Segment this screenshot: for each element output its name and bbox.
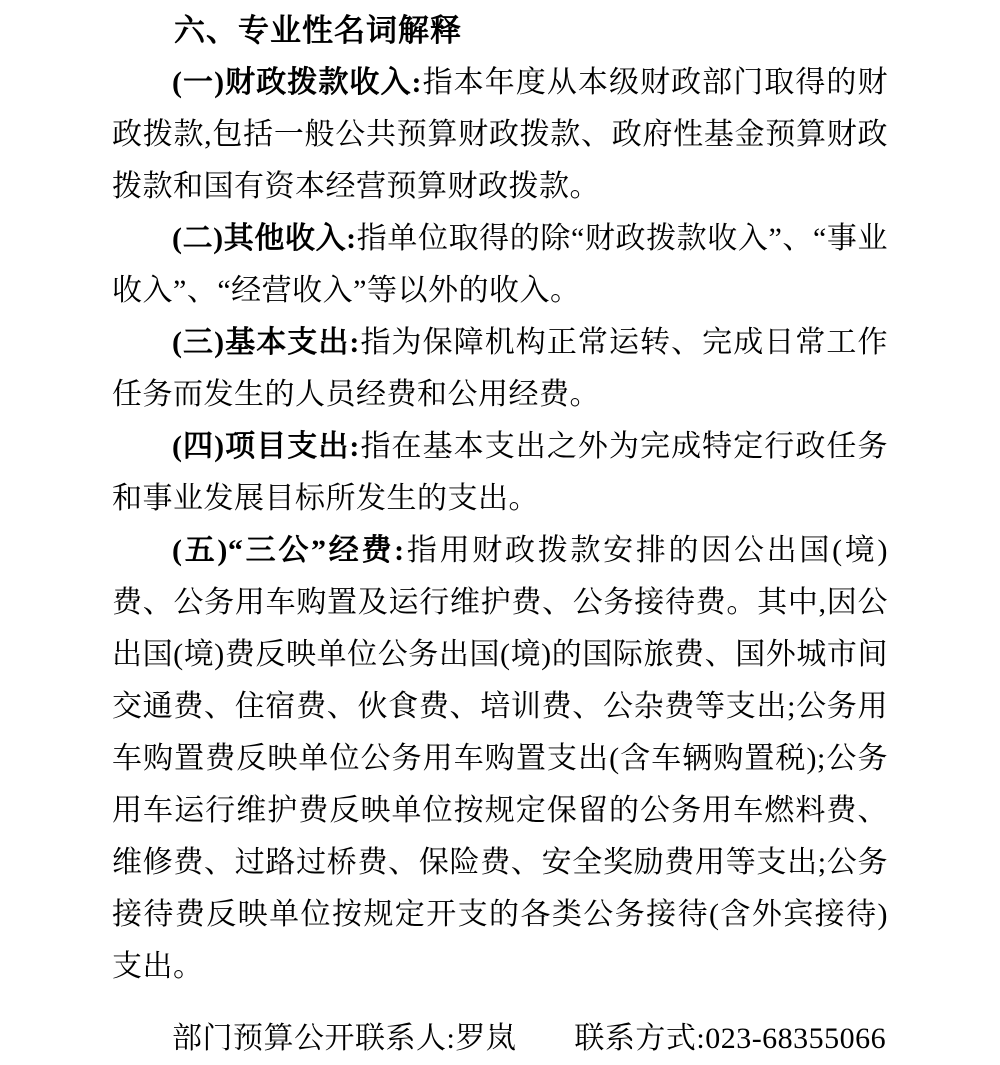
term-label-project-expenditure: (四)项目支出: xyxy=(172,430,360,463)
section-title: 六、专业性名词解释 xyxy=(174,13,462,48)
term-label-three-public-funds: (五)“三公”经费: xyxy=(172,534,405,567)
term-definition-three-public-funds: 指用财政拨款安排的因公出国(境)费、公务用车购置及运行维护费、公务接待费。其中,因公出国(境)费反映单位公务出国(境)的国际旅费、国外城市间交通费、住宿费、伙食费、培训费、公杂费等支出;公务用车购置费反映单位公务用车购置支出(含车辆购置税);公务用车运行维护费反映单位按规定保留的公务用车燃料费、维修费、过路过桥费、保险费、安全奖励费用等支出;公务接待费反映单位按规定开支的各类公务接待(含外宾接待)支出。 xyxy=(112,534,888,983)
definition-paragraph-other-income xyxy=(112,213,888,317)
term-definition-project-expenditure: 指在基本支出之外为完成特定行政任务和事业发展目标所发生的支出。 xyxy=(112,430,888,515)
term-label-basic-expenditure: (三)基本支出: xyxy=(172,326,360,359)
term-label-fiscal-appropriation-income: (一)财政拨款收入: xyxy=(172,66,423,99)
contact-phone-number: 023-68355066 xyxy=(705,1022,887,1055)
term-definition-basic-expenditure: 指为保障机构正常运转、完成日常工作任务而发生的人员经费和公用经费。 xyxy=(112,326,888,411)
contact-person-label: 部门预算公开联系人: xyxy=(172,1022,456,1055)
definition-paragraph-fiscal-appropriation-income xyxy=(112,57,888,213)
contact-person-name: 罗岚 xyxy=(455,1022,517,1055)
definition-paragraph-project-expenditure xyxy=(112,421,888,525)
term-definition-fiscal-appropriation-income: 指本年度从本级财政部门取得的财政拨款,包括一般公共预算财政拨款、政府性基金预算财政拨款和国有资本经营预算财政拨款。 xyxy=(112,66,888,203)
contact-method-label: 联系方式: xyxy=(574,1022,706,1055)
contact-footer xyxy=(112,1013,888,1065)
definition-paragraph-three-public-funds xyxy=(112,525,888,993)
term-label-other-income: (二)其他收入: xyxy=(172,222,357,255)
definition-paragraph-basic-expenditure xyxy=(112,317,888,421)
term-definition-other-income: 指单位取得的除“财政拨款收入”、“事业收入”、“经营收入”等以外的收入。 xyxy=(112,222,888,307)
